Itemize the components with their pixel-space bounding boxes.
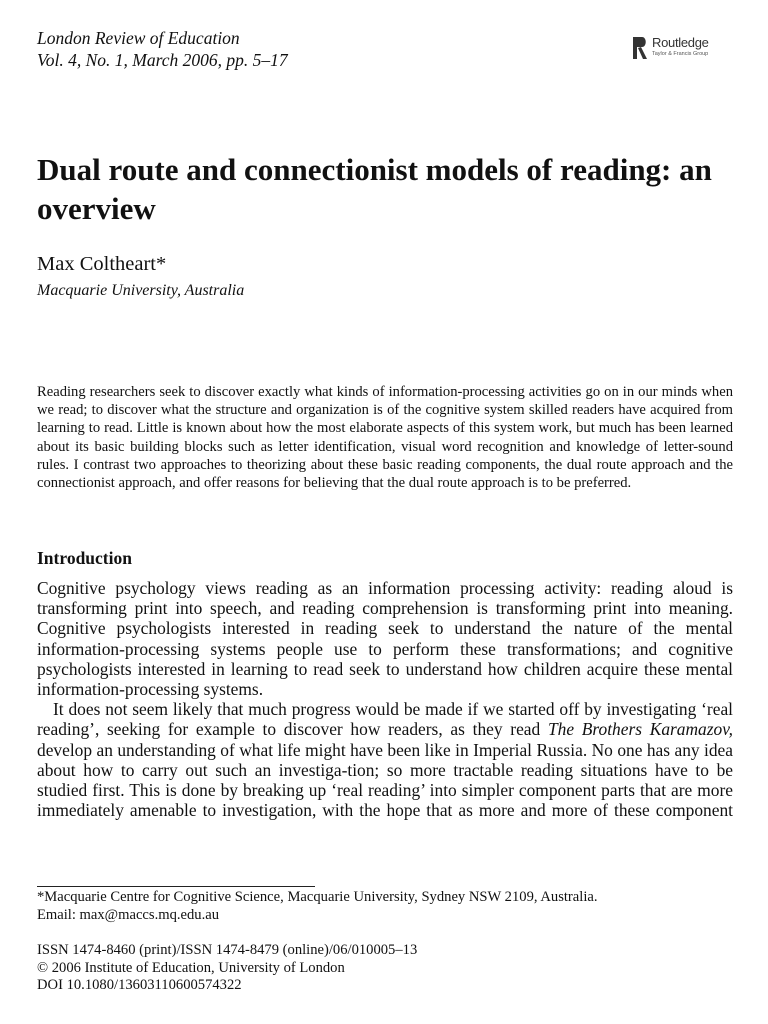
paper-title: Dual route and connectionist models of reading: an overview: [37, 152, 712, 226]
footnote: [37, 888, 737, 924]
book-title: The Brothers Karamazov,: [547, 719, 733, 740]
footnote-divider: [37, 886, 315, 887]
copyright: © 2006 Institute of Education, University of London: [37, 959, 345, 976]
routledge-logo-icon: [632, 35, 649, 61]
paragraph: [37, 699, 733, 820]
doi: DOI 10.1080/13603110600574322: [37, 977, 242, 994]
publisher-name: Routledge: [652, 35, 709, 50]
paragraph-text: develop an understanding of what life might have been like in Imperial Russia. No one has any idea about how to carry out such an investiga-tion; so more tractable reading situations have to be studied first. This is done by breaking up ‘real reading’ into simpler component parts that are more immediately amenable to investigation, with the hope that as more and more of these component: [37, 739, 733, 821]
publication-info: [37, 942, 417, 995]
footnote-affiliation: *Macquarie Centre for Cognitive Science, Macquarie University, Sydney NSW 2109, Australia.: [37, 889, 598, 905]
section-heading-introduction: Introduction: [37, 548, 132, 568]
publisher-subtitle: Taylor & Francis Group: [652, 51, 709, 57]
body-text: [37, 578, 733, 820]
issn: ISSN 1474-8460 (print)/ISSN 1474-8479 (online)/06/010005–13: [37, 942, 418, 958]
journal-name: London Review of Education: [37, 28, 240, 48]
paragraph: Cognitive psychology views reading as an information processing activity: reading aloud is transforming print into speech, and reading comprehension is transforming print into meaning. Cognitive psychologists interested in reading seek to understand the nature of the mental information-processing systems people use to perform these transformations; and cognitive psychologists interested in learning to read seek to understand how children acquire these mental information-processing systems.: [37, 578, 733, 700]
publisher-logo: [632, 35, 738, 61]
journal-issue: Vol. 4, No. 1, March 2006, pp. 5–17: [37, 50, 288, 70]
author-name: Max Coltheart*: [37, 253, 167, 275]
footnote-email: Email: max@maccs.mq.edu.au: [37, 907, 220, 923]
abstract: Reading researchers seek to discover exactly what kinds of information-processing activities go on in our minds when we read; to discover what the structure and organization is of the cognitive system skilled readers have acquired from learning to read. Little is known about how the most elaborate aspects of this system work, but much has been learned about its basic building blocks such as letter identification, visual word recognition and knowledge of letter-sound rules. I contrast two approaches to theorizing about these basic reading components, the dual route approach and the connectionist approach, and offer reasons for believing that the dual route approach is to be preferred.: [37, 384, 733, 492]
paragraph-text: It does not seem likely that much progress would be made if we started off by investigating ‘real reading’, seeking for example to discover how readers, as they read: [37, 699, 733, 740]
author-affiliation: Macquarie University, Australia: [37, 282, 245, 299]
